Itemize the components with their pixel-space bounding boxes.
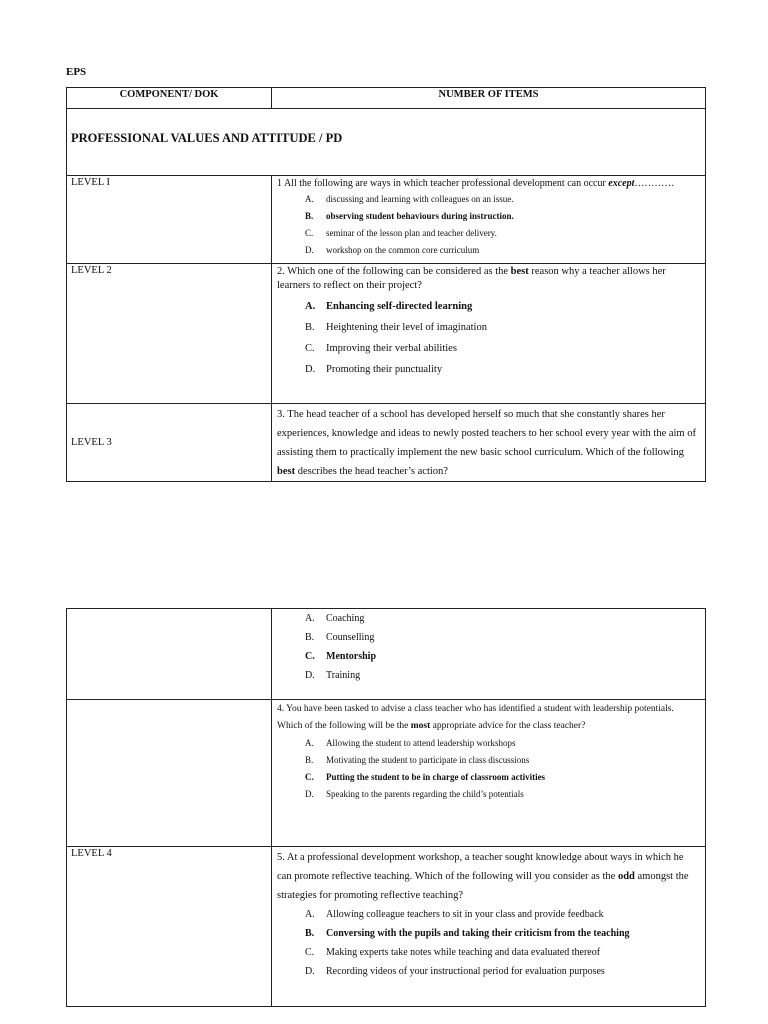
- question-cell: [272, 404, 706, 482]
- option-letter: D.: [305, 245, 314, 255]
- option-text: workshop on the common core curriculum: [326, 245, 480, 255]
- table-row: [67, 176, 706, 264]
- option-a: [272, 735, 705, 752]
- option-text: Allowing the student to attend leadership workshops: [326, 738, 516, 748]
- component-dok-header: COMPONENT/ DOK: [67, 88, 272, 109]
- option-b: [272, 752, 705, 769]
- answer-options: [272, 296, 705, 380]
- table-row: [67, 700, 706, 847]
- question-emphasis: best: [277, 466, 296, 477]
- option-text: Mentorship: [326, 651, 376, 662]
- option-d: [272, 242, 705, 259]
- table-header-row: [67, 88, 706, 109]
- question-cell: [272, 700, 706, 847]
- option-c-correct: [272, 769, 705, 786]
- question-cell: [272, 176, 706, 264]
- question-emphasis: odd: [617, 871, 635, 882]
- question-1-text: [272, 176, 705, 191]
- option-text: Counselling: [326, 632, 375, 643]
- option-letter: A.: [305, 301, 316, 312]
- document-label: EPS: [66, 66, 87, 78]
- question-cell: [272, 847, 706, 1007]
- option-letter: A.: [305, 194, 314, 204]
- option-letter: B.: [305, 755, 314, 765]
- level-label: LEVEL 2: [67, 264, 272, 404]
- question-3-options: [272, 609, 705, 685]
- option-text: Making experts take notes while teaching and data evaluated thereof: [326, 947, 601, 958]
- option-letter: C.: [305, 651, 315, 662]
- option-letter: B.: [305, 632, 315, 643]
- option-b: [272, 317, 705, 338]
- answer-options: [272, 191, 705, 259]
- option-text: Speaking to the parents regarding the child’s potentials: [326, 789, 524, 799]
- option-text: Promoting their punctuality: [326, 364, 443, 375]
- option-d: [272, 786, 705, 803]
- items-table-part-2: [66, 608, 706, 1007]
- option-b-correct: [272, 208, 705, 225]
- answer-options: [272, 735, 705, 803]
- question-2-text: [272, 264, 705, 293]
- question-cell: [272, 609, 706, 700]
- option-letter: D.: [305, 670, 315, 681]
- question-text: appropriate advice for the class teacher?: [430, 721, 586, 731]
- items-table-part-1: [66, 87, 706, 482]
- option-text: Training: [326, 670, 361, 681]
- option-d: [272, 666, 705, 685]
- question-emphasis: best: [510, 266, 529, 277]
- option-text: Improving their verbal abilities: [326, 343, 457, 354]
- option-c: [272, 225, 705, 242]
- option-text: Coaching: [326, 613, 365, 624]
- option-d: [272, 359, 705, 380]
- question-text: amongst the strategies for promoting reflective teaching?: [277, 871, 689, 901]
- option-text: Allowing colleague teachers to sit in your class and provide feedback: [326, 909, 604, 920]
- option-text: discussing and learning with colleagues on an issue.: [326, 194, 514, 204]
- option-text: seminar of the lesson plan and teacher delivery.: [326, 228, 497, 238]
- question-3-text: [272, 404, 705, 481]
- question-emphasis: except: [608, 178, 635, 189]
- question-text: 4. You have been tasked to advise a class teacher who has identified a student with leadership potentials. Which of the following will be the: [277, 704, 674, 731]
- option-a-correct: [272, 296, 705, 317]
- answer-options: [272, 905, 705, 981]
- option-letter: C.: [305, 947, 315, 958]
- question-text: 2. Which one of the following can be considered as the: [277, 266, 511, 277]
- option-letter: B.: [305, 322, 315, 333]
- option-text: Putting the student to be in charge of classroom activities: [326, 772, 546, 782]
- option-letter: C.: [305, 343, 315, 354]
- option-letter: A.: [305, 909, 315, 920]
- question-cell: [272, 264, 706, 404]
- option-c: [272, 338, 705, 359]
- option-letter: A.: [305, 613, 315, 624]
- level-label: LEVEL 3: [67, 404, 272, 482]
- option-c-correct: [272, 647, 705, 666]
- option-letter: D.: [305, 789, 314, 799]
- number-of-items-header: NUMBER OF ITEMS: [272, 88, 706, 109]
- option-text: Heightening their level of imagination: [326, 322, 487, 333]
- question-text: 3. The head teacher of a school has developed herself so much that she constantly shares her experiences, knowledge and ideas to newly posted teachers to her school every year with the aim of assisting them to practically implement the new basic school curriculum. Which of the following: [277, 409, 696, 458]
- option-text: Motivating the student to participate in class discussions: [326, 755, 530, 765]
- option-text: observing student behaviours during instruction.: [326, 211, 514, 221]
- section-row: [67, 109, 706, 176]
- question-text: 1 All the following are ways in which teacher professional development can occur: [277, 178, 609, 189]
- question-text: 5. At a professional development workshop, a teacher sought knowledge about ways in which he can promote reflective teaching. Which of the following will you consider as the: [277, 852, 684, 882]
- option-a: [272, 191, 705, 208]
- question-4-text: [272, 700, 705, 735]
- option-letter: B.: [305, 211, 314, 221]
- option-letter: D.: [305, 364, 316, 375]
- level-label: LEVEL 4: [67, 847, 272, 1007]
- table-row: [67, 847, 706, 1007]
- table-row: [67, 609, 706, 700]
- question-emphasis: most: [410, 721, 431, 731]
- section-title: PROFESSIONAL VALUES AND ATTITUDE / PD: [67, 109, 706, 176]
- option-a: [272, 905, 705, 924]
- option-letter: C.: [305, 228, 314, 238]
- table-row: [67, 264, 706, 404]
- option-c: [272, 943, 705, 962]
- option-d: [272, 962, 705, 981]
- level-cell-empty: [67, 609, 272, 700]
- level-cell-empty: [67, 700, 272, 847]
- question-5-text: [272, 847, 705, 905]
- option-a: [272, 609, 705, 628]
- question-text: reason why a teacher allows her learners to reflect on their project?: [277, 266, 666, 291]
- question-text: …………: [634, 178, 675, 189]
- table-row: [67, 404, 706, 482]
- option-letter: D.: [305, 966, 315, 977]
- option-text: Enhancing self-directed learning: [326, 301, 473, 312]
- option-letter: A.: [305, 738, 314, 748]
- option-b: [272, 628, 705, 647]
- option-text: Conversing with the pupils and taking their criticism from the teaching: [326, 928, 630, 939]
- option-text: Recording videos of your instructional period for evaluation purposes: [326, 966, 605, 977]
- level-label: LEVEL I: [67, 176, 272, 264]
- option-letter: C.: [305, 772, 314, 782]
- option-b-correct: [272, 924, 705, 943]
- option-letter: B.: [305, 928, 315, 939]
- question-text: describes the head teacher’s action?: [295, 466, 448, 477]
